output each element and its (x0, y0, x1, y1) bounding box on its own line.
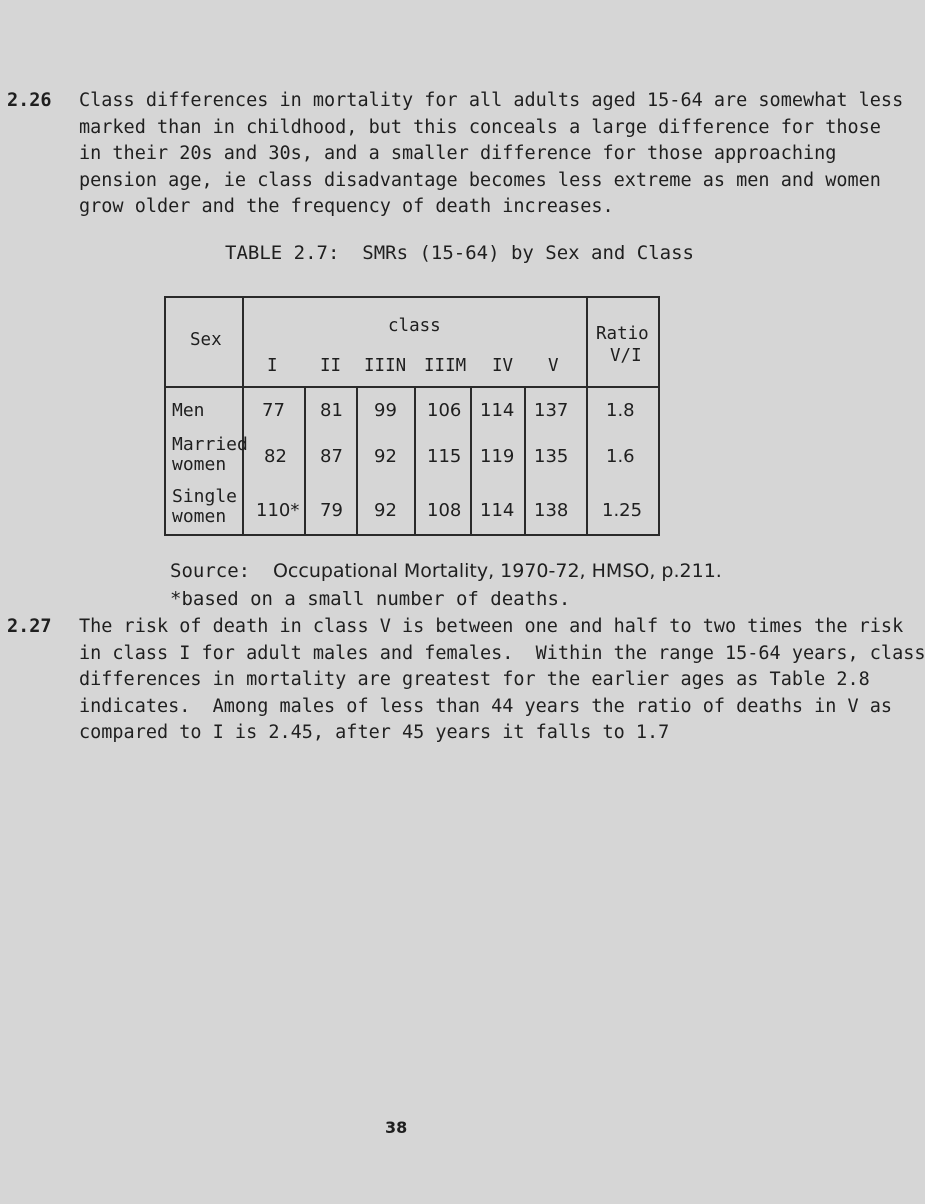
table-cell: 108 (427, 500, 462, 521)
table-border-left (164, 296, 166, 536)
table-cell: 81 (320, 400, 343, 421)
row-label: women (172, 506, 227, 527)
table-border-right (658, 296, 660, 536)
smr-table (164, 296, 660, 536)
paragraph-body (79, 88, 903, 221)
class-column-header: II (320, 356, 342, 376)
table-cell: 82 (264, 446, 287, 467)
table-cell: 114 (480, 500, 515, 521)
class-column-header: I (267, 356, 278, 376)
class-column-header: IV (492, 356, 514, 376)
paragraph-line: indicates. Among males of less than 44 years the ratio of deaths in V as (79, 695, 893, 717)
paragraph-line: pension age, ie class disadvantage becomes less extreme as men and women (79, 169, 881, 191)
table-title: TABLE 2.7: SMRs (15-64) by Sex and Class (225, 242, 694, 264)
sex-header: Sex (190, 330, 222, 350)
table-cell: 92 (374, 446, 397, 467)
paragraph-number: 2.26 (7, 90, 52, 111)
table-cell: 99 (374, 400, 397, 421)
paragraph-line: The risk of death in class V is between one and half to two times the risk (79, 616, 904, 637)
paragraph-2-27 (7, 614, 925, 747)
class-column-header: V (548, 356, 559, 376)
table-cell: 106 (427, 400, 462, 421)
table-cell: 110* (256, 500, 300, 521)
paragraph-line: in their 20s and 30s, and a smaller difference for those approaching (79, 143, 837, 165)
source-text: Occupational Mortality, 1970-72, HMSO, p.211. (272, 560, 722, 582)
table-footnote: *based on a small number of deaths. (170, 588, 571, 610)
paragraph-line: in class I for adult males and females. Within the range 15-64 years, class (79, 642, 925, 664)
row-label: Single (172, 486, 238, 507)
row-label: Men (172, 400, 205, 421)
table-cell: 79 (320, 500, 343, 521)
class-column-header: IIIN (364, 356, 407, 376)
table-cell: 135 (534, 446, 569, 467)
table-cell: 114 (480, 400, 515, 421)
table-cell: 119 (480, 446, 515, 467)
class-separator (356, 386, 358, 536)
paragraph-line: grow older and the frequency of death increases. (79, 196, 614, 218)
class-separator (414, 386, 416, 536)
table-cell: 138 (534, 500, 569, 521)
paragraph-line: differences in mortality are greatest for the earlier ages as Table 2.8 (79, 669, 870, 691)
table-cell: 92 (374, 500, 397, 521)
table-cell: 87 (320, 446, 343, 467)
paragraph-line: compared to I is 2.45, after 45 years it falls to 1.7 (79, 722, 670, 744)
paragraph-line: Class differences in mortality for all adults aged 15-64 are somewhat less (79, 90, 904, 111)
paragraph-number: 2.27 (7, 616, 52, 637)
row-label: Married (172, 434, 248, 455)
table-cell: 77 (262, 400, 285, 421)
class-separator (304, 386, 306, 536)
table-cell: 115 (427, 446, 462, 467)
page-number: 38 (385, 1118, 408, 1137)
sex-column-separator (242, 296, 244, 536)
ratio-cell: 1.25 (602, 500, 643, 521)
ratio-column-separator (586, 296, 588, 536)
source-label: Source: (170, 560, 251, 582)
class-header: class (388, 316, 441, 336)
paragraph-body (79, 614, 925, 747)
ratio-cell: 1.8 (606, 400, 635, 421)
paragraph-line: marked than in childhood, but this conceals a large difference for those (79, 116, 881, 138)
ratio-cell: 1.6 (606, 446, 635, 467)
class-column-header: IIIM (424, 356, 467, 376)
paragraph-2-26 (7, 88, 903, 221)
table-source (170, 560, 722, 582)
table-cell: 137 (534, 400, 569, 421)
row-label: women (172, 454, 227, 475)
class-separator (470, 386, 472, 536)
class-separator (524, 386, 526, 536)
ratio-header: Ratio (596, 324, 649, 344)
ratio-subheader: V/I (610, 346, 642, 366)
